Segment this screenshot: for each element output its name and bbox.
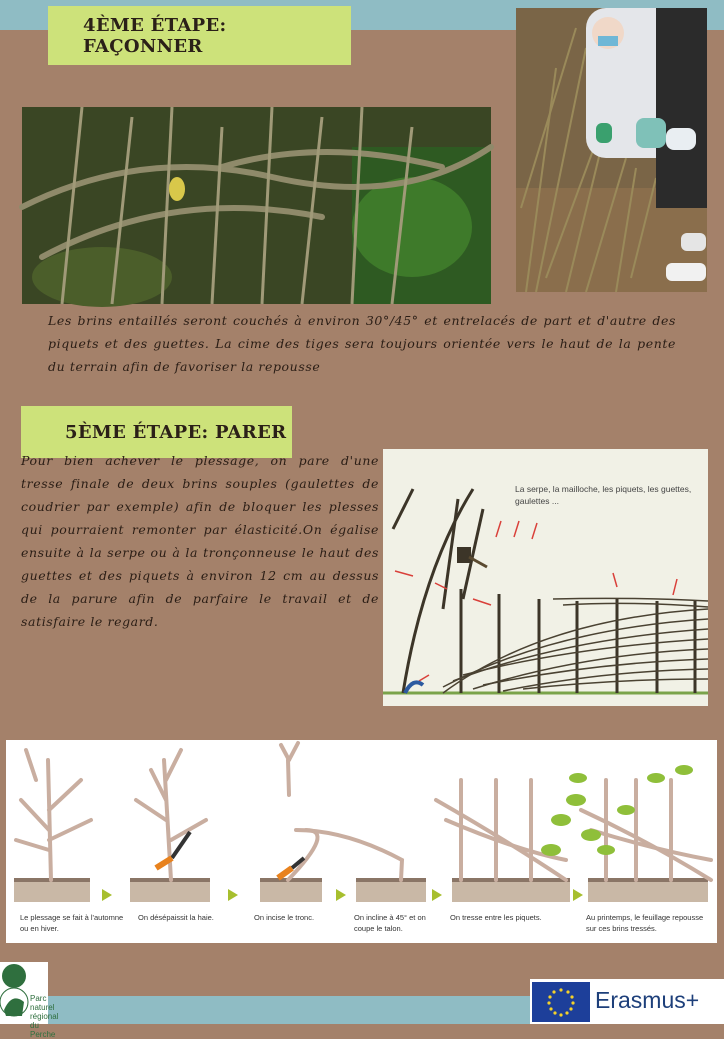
step-arrow-icon <box>573 889 583 901</box>
photo-people-illustration <box>516 8 707 292</box>
step-arrow-icon <box>432 889 442 901</box>
parc-perche-label: Parc naturel régional du Perche <box>30 994 59 1039</box>
step5-text: Pour bien achever le plessage, on pare d'une tresse finale de deux brins souples (gaulettes de coudrier par exemple) afin de bloquer les plesses qui pourraient remonter par élasticité.On égalise ensuite à la serpe ou à la tronçonneuse le haut des guettes et des piquets à environ 12 cm au dessus de la parure afin de parfaire le travail et de satisfaire le regard. <box>21 453 379 629</box>
photo-people-hedge <box>516 8 707 292</box>
step-arrow-icon <box>336 889 346 901</box>
step4-title: 4ÈME ÉTAPE: FAÇONNER <box>48 6 351 65</box>
tools-diagram <box>383 449 708 706</box>
erasmus-logo <box>530 979 724 1024</box>
eu-flag-icon <box>532 982 590 1022</box>
erasmus-wordmark: Erasmus+ <box>595 987 700 1013</box>
step-caption-6: Au printemps, le feuillage repousse sur ces brins tressés. <box>586 913 704 933</box>
step-arrow-icon <box>228 889 238 901</box>
parc-perche-logo <box>0 962 59 1039</box>
plessage-steps-strip <box>6 740 717 943</box>
photo-hedge <box>22 107 491 304</box>
photo-hedge-illustration <box>22 107 491 304</box>
step5-title: 5ÈME ÉTAPE: PARER <box>21 406 292 458</box>
step-caption-1: Le plessage se fait à l'automne ou en hiver. <box>20 913 124 933</box>
step-caption-2: On désépaissit la haie. <box>138 913 214 922</box>
eu-stars-icon <box>532 982 590 1022</box>
step-arrow-icon <box>102 889 112 901</box>
step-caption-5: On tresse entre les piquets. <box>450 913 542 922</box>
step-caption-3: On incise le tronc. <box>254 913 315 922</box>
step-caption-4: On incline à 45° et on coupe le talon. <box>354 913 426 933</box>
step4-text: Les brins entaillés seront couchés à environ 30°/45° et entrelacés de part et d'autre des piquets et des guettes. La cime des tiges sera toujours orientée vers le haut de la pente du terrain afin de favoriser la repousse <box>48 313 676 374</box>
diagram-caption: La serpe, la mailloche, les piquets, les guettes, gaulettes ... <box>515 484 692 506</box>
